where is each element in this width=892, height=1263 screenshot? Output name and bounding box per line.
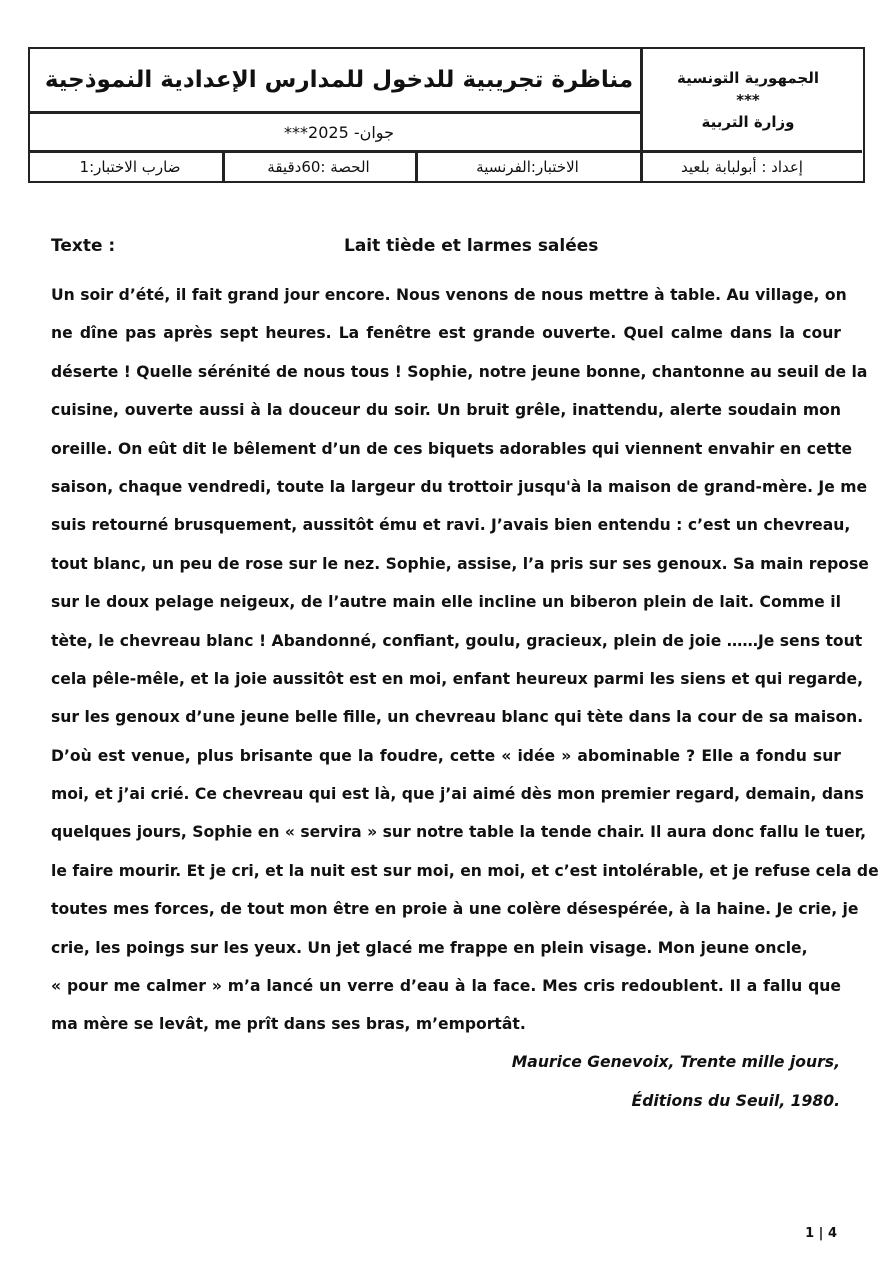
exam-coefficient — [38, 153, 222, 181]
passage-line: D’où est venue, plus brisante que la foudre, cette « idée » abominable ? Elle a fondu sur — [51, 746, 841, 765]
citation-author: Maurice Genevoix, Trente mille jours, — [511, 1053, 840, 1071]
passage-line: quelques jours, Sophie en « servira » sur notre table la tende chair. Il aura donc fallu le tuer, — [51, 823, 866, 842]
stars-separator: *** — [736, 91, 760, 109]
passage-line: « pour me calmer » m’a lancé un verre d’eau à la face. Mes cris redoublent. Il a fallu que — [51, 977, 841, 996]
passage-line: cuisine, ouverte aussi à la douceur du soir. Un bruit grêle, inattendu, alerte soudain mon — [51, 401, 841, 420]
passage-line: sur les genoux d’une jeune belle fille, un chevreau blanc qui tète dans la cour de sa maison. — [51, 708, 864, 727]
passage-line: sur le doux pelage neigeux, de l’autre main elle incline un biberon plein de lait. Comme il — [51, 593, 841, 612]
passage-line: tète, le chevreau blanc ! Abandonné, confiant, goulu, gracieux, plein de joie ……Je sens tout — [51, 631, 863, 650]
exam-duration: الحصة :60دقيقة — [267, 158, 370, 176]
passage-line: déserte ! Quelle sérénité de nous tous ! Sophie, notre jeune bonne, chantonne au seuil de la — [51, 362, 868, 381]
passage-line: ne dîne pas après sept heures. La fenêtre est grande ouverte. Quel calme dans la cour — [51, 324, 841, 343]
passage-line: toutes mes forces, de tout mon être en proie à une colère désespérée, à la haine. Je crie, je — [51, 900, 859, 919]
text-label: Texte : — [51, 236, 116, 256]
exam-header-table — [28, 47, 865, 183]
coefficient-label: ضارب الاختبار: — [89, 158, 181, 176]
passage-line: oreille. On eût dit le bêlement d’un de ces biquets adorables qui viennent envahir en cette — [51, 439, 853, 458]
passage-line: tout blanc, un peu de rose sur le nez. Sophie, assise, l’a pris sur ses genoux. Sa main repose — [51, 554, 869, 573]
ministry-name: وزارة التربية — [701, 113, 795, 131]
exam-date: جوان- 2025*** — [284, 122, 394, 142]
passage-line: crie, les poings sur les yeux. Un jet glacé me frappe en plein visage. Mon jeune oncle, — [51, 938, 808, 957]
passage-line: cela pêle-mêle, et la joie aussitôt est en moi, enfant heureux parmi les siens et qui regarde, — [51, 669, 864, 688]
text-title: Lait tiède et larmes salées — [344, 236, 599, 256]
passage-line: saison, chaque vendredi, toute la largeur du trottoir jusqu'à la maison de grand-mère. Je me — [51, 477, 868, 496]
republic-block — [633, 49, 863, 151]
republic-name: الجمهورية التونسية — [677, 69, 819, 87]
passage-line: Un soir d’été, il fait grand jour encore. Nous venons de nous mettre à table. Au village, on — [51, 286, 847, 304]
coefficient-value: 1 — [79, 158, 90, 176]
passage-line: le faire mourir. Et je cri, et la nuit est sur moi, en moi, et c’est intolérable, et je refuse cela de — [51, 861, 879, 880]
passage-line: moi, et j’ai crié. Ce chevreau qui est là, que j’ai aimé dès mon premier regard, demain, dans — [51, 785, 864, 804]
passage-line: suis retourné brusquement, aussitôt ému et ravi. J’avais bien entendu : c’est un chevreau, — [51, 516, 851, 535]
prepared-by: إعداد : أبولبابة بلعيد — [681, 158, 803, 176]
exam-subject: الاختبار:الفرنسية — [476, 158, 579, 176]
citation-publisher: Éditions du Seuil, 1980. — [631, 1092, 840, 1110]
passage-line: ma mère se levât, me prît dans ses bras, m’emportât. — [51, 1015, 526, 1034]
page-number: 1 | 4 — [805, 1226, 837, 1241]
passage-body — [51, 280, 879, 1048]
exam-title: مناظرة تجريبية للدخول للمدارس الإعدادية النموذجية — [44, 67, 634, 93]
